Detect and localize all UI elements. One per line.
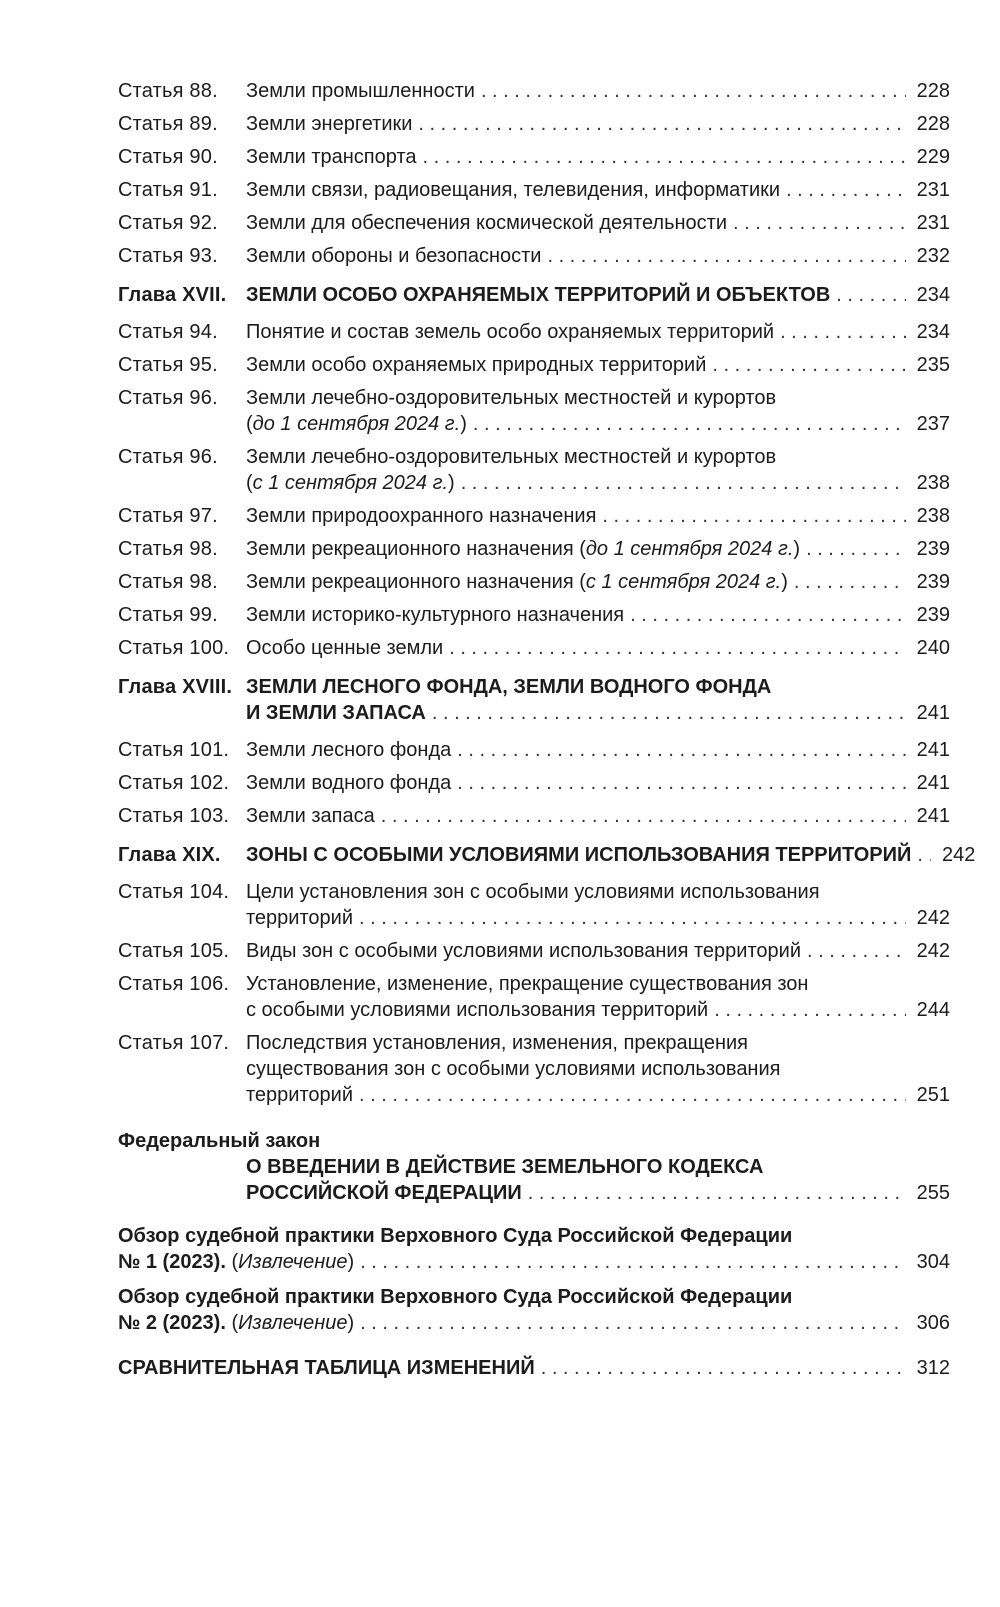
- entry-label: Статья 97.: [118, 505, 218, 527]
- entry-label: Статья 98.: [118, 538, 218, 560]
- entry-title: Земли промышленности: [246, 80, 475, 102]
- entry-label: Статья 89.: [118, 113, 218, 135]
- entry-page: 237: [916, 413, 950, 435]
- review-number: № 1 (2023). (Извлечение): [118, 1251, 355, 1273]
- review-number: № 2 (2023). (Извлечение): [118, 1312, 355, 1334]
- entry-label: Статья 101.: [118, 739, 230, 761]
- dot-leader: [917, 842, 931, 868]
- dot-leader: [418, 111, 906, 137]
- entry-label: Статья 94.: [118, 321, 218, 343]
- dot-leader: [780, 319, 906, 345]
- comparison-title: СРАВНИТЕЛЬНАЯ ТАБЛИЦА ИЗМЕНЕНИЙ: [118, 1357, 535, 1379]
- toc-entry-article-103: [118, 803, 950, 829]
- toc-review-1: [118, 1223, 950, 1275]
- entry-page: 241: [916, 739, 950, 761]
- entry-page: 242: [942, 844, 976, 866]
- toc-entry-article-102: [118, 770, 950, 796]
- dot-leader: [528, 1180, 906, 1206]
- chapter-title-line: ЗЕМЛИ ЛЕСНОГО ФОНДА, ЗЕМЛИ ВОДНОГО ФОНДА: [246, 676, 772, 698]
- entry-title-line: Земли лечебно-оздоровительных местностей и курортов: [246, 446, 777, 468]
- entry-page: 231: [916, 212, 950, 234]
- entry-page: 240: [916, 637, 950, 659]
- toc-entry-article-97: [118, 503, 950, 529]
- toc-entry-article-94: [118, 319, 950, 345]
- toc-review-2: [118, 1284, 950, 1336]
- chapter-label: Глава XIX.: [118, 844, 221, 866]
- entry-title-line: Установление, изменение, прекращение существования зон: [246, 973, 809, 995]
- toc-entry-article-96-before: [118, 385, 950, 437]
- toc-entry-article-91: [118, 177, 950, 203]
- entry-label: Статья 102.: [118, 772, 230, 794]
- toc-entry-article-88: [118, 78, 950, 104]
- toc-entry-article-96-after: [118, 444, 950, 496]
- toc-entry-article-99: [118, 602, 950, 628]
- entry-title: Земли транспорта: [246, 146, 417, 168]
- toc-entry-article-92: [118, 210, 950, 236]
- entry-page: 244: [916, 999, 950, 1021]
- toc-chapter-xvii: [118, 282, 950, 308]
- dot-leader: [794, 569, 906, 595]
- dot-leader: [457, 737, 906, 763]
- entry-page: 228: [916, 113, 950, 135]
- toc-entry-article-106: [118, 971, 950, 1023]
- dot-leader: [432, 700, 906, 726]
- review-title-line: Обзор судебной практики Верховного Суда Российской Федерации: [118, 1286, 793, 1308]
- table-of-contents: [118, 78, 976, 1381]
- chapter-label: Глава XVIII.: [118, 676, 233, 698]
- entry-title-line: территорий: [246, 907, 354, 929]
- federal-law-title-line: РОССИЙСКОЙ ФЕДЕРАЦИИ: [246, 1182, 522, 1204]
- toc-entry-article-98-after: [118, 569, 950, 595]
- entry-page: 232: [916, 245, 950, 267]
- entry-page: 231: [916, 179, 950, 201]
- entry-title-date: (до 1 сентября 2024 г.): [246, 413, 467, 435]
- entry-label: Статья 103.: [118, 805, 230, 827]
- chapter-title: ЗОНЫ С ОСОБЫМИ УСЛОВИЯМИ ИСПОЛЬЗОВАНИЯ ТЕРРИТОРИЙ: [246, 844, 912, 866]
- entry-label: Статья 96.: [118, 387, 218, 409]
- dot-leader: [806, 536, 906, 562]
- entry-title: Земли рекреационного назначения (до 1 сентября 2024 г.): [246, 538, 801, 560]
- dot-leader: [359, 905, 906, 931]
- entry-page: 241: [916, 702, 950, 724]
- entry-page: 234: [916, 321, 950, 343]
- entry-page: 304: [916, 1251, 950, 1273]
- chapter-title-line: И ЗЕМЛИ ЗАПАСА: [246, 702, 426, 724]
- entry-title-line: Последствия установления, изменения, прекращения: [246, 1032, 749, 1054]
- dot-leader: [807, 938, 906, 964]
- dot-leader: [360, 1310, 906, 1336]
- entry-page: 235: [916, 354, 950, 376]
- toc-entry-article-100: [118, 635, 950, 661]
- toc-entry-article-98-before: [118, 536, 950, 562]
- federal-law-title-line: О ВВЕДЕНИИ В ДЕЙСТВИЕ ЗЕМЕЛЬНОГО КОДЕКСА: [246, 1156, 764, 1178]
- dot-leader: [449, 635, 906, 661]
- entry-title: Земли лесного фонда: [246, 739, 452, 761]
- entry-label: Статья 106.: [118, 973, 230, 995]
- entry-title: Земли связи, радиовещания, телевидения, информатики: [246, 179, 781, 201]
- entry-title: Земли обороны и безопасности: [246, 245, 542, 267]
- toc-entry-article-107: [118, 1030, 950, 1108]
- entry-title: Земли природоохранного назначения: [246, 505, 597, 527]
- dot-leader: [630, 602, 906, 628]
- dot-leader: [836, 282, 906, 308]
- entry-page: 239: [916, 604, 950, 626]
- dot-leader: [461, 470, 906, 496]
- toc-entry-article-95: [118, 352, 950, 378]
- entry-page: 306: [916, 1312, 950, 1334]
- dot-leader: [359, 1082, 906, 1108]
- entry-page: 238: [916, 472, 950, 494]
- dot-leader: [457, 770, 906, 796]
- dot-leader: [786, 177, 906, 203]
- entry-label: Статья 98.: [118, 571, 218, 593]
- entry-title: Земли рекреационного назначения (с 1 сентября 2024 г.): [246, 571, 788, 593]
- entry-label: Статья 95.: [118, 354, 218, 376]
- entry-title: Земли историко-культурного назначения: [246, 604, 625, 626]
- entry-page: 251: [916, 1084, 950, 1106]
- entry-label: Статья 99.: [118, 604, 218, 626]
- chapter-title: ЗЕМЛИ ОСОБО ОХРАНЯЕМЫХ ТЕРРИТОРИЙ И ОБЪЕКТОВ: [246, 284, 831, 306]
- toc-entry-article-101: [118, 737, 950, 763]
- entry-label: Статья 107.: [118, 1032, 230, 1054]
- federal-law-heading: Федеральный закон: [118, 1130, 321, 1152]
- entry-title-line: территорий: [246, 1084, 354, 1106]
- entry-title: Понятие и состав земель особо охраняемых территорий: [246, 321, 775, 343]
- dot-leader: [423, 144, 907, 170]
- toc-comparison-table: [118, 1355, 950, 1381]
- entry-page: 241: [916, 772, 950, 794]
- toc-federal-law: [118, 1128, 950, 1206]
- dot-leader: [473, 411, 906, 437]
- toc-chapter-xix: [118, 842, 976, 868]
- entry-title: Земли для обеспечения космической деятельности: [246, 212, 727, 234]
- entry-label: Статья 88.: [118, 80, 218, 102]
- review-title-line: Обзор судебной практики Верховного Суда Российской Федерации: [118, 1225, 793, 1247]
- toc-entry-article-90: [118, 144, 950, 170]
- entry-label: Статья 91.: [118, 179, 218, 201]
- dot-leader: [547, 243, 906, 269]
- entry-title: Земли особо охраняемых природных территорий: [246, 354, 707, 376]
- entry-title: Земли запаса: [246, 805, 375, 827]
- entry-label: Статья 104.: [118, 881, 230, 903]
- entry-title: Особо ценные земли: [246, 637, 444, 659]
- entry-label: Статья 105.: [118, 940, 230, 962]
- dot-leader: [360, 1249, 906, 1275]
- entry-page: 229: [916, 146, 950, 168]
- entry-page: 255: [916, 1182, 950, 1204]
- entry-page: 238: [916, 505, 950, 527]
- dot-leader: [733, 210, 906, 236]
- entry-title-line: существования зон с особыми условиями использования: [246, 1058, 781, 1080]
- entry-page: 239: [916, 538, 950, 560]
- entry-title-line: Земли лечебно-оздоровительных местностей и курортов: [246, 387, 777, 409]
- entry-title: Земли энергетики: [246, 113, 413, 135]
- entry-page: 242: [916, 940, 950, 962]
- entry-title: Виды зон с особыми условиями использования территорий: [246, 940, 801, 962]
- entry-label: Статья 93.: [118, 245, 218, 267]
- entry-page: 242: [916, 907, 950, 929]
- dot-leader: [381, 803, 906, 829]
- toc-entry-article-89: [118, 111, 950, 137]
- entry-page: 234: [916, 284, 950, 306]
- dot-leader: [712, 352, 906, 378]
- entry-label: Статья 100.: [118, 637, 230, 659]
- toc-chapter-xviii: [118, 674, 950, 726]
- toc-entry-article-93: [118, 243, 950, 269]
- entry-label: Статья 96.: [118, 446, 218, 468]
- federal-law-title: [118, 1154, 950, 1206]
- entry-page: 239: [916, 571, 950, 593]
- entry-page: 241: [916, 805, 950, 827]
- entry-label: Статья 90.: [118, 146, 218, 168]
- entry-title-line: с особыми условиями использования территорий: [246, 999, 709, 1021]
- dot-leader: [541, 1355, 906, 1381]
- dot-leader: [714, 997, 906, 1023]
- entry-title-line: Цели установления зон с особыми условиями использования: [246, 881, 820, 903]
- chapter-label: Глава XVII.: [118, 284, 227, 306]
- dot-leader: [602, 503, 906, 529]
- toc-entry-article-104: [118, 879, 950, 931]
- entry-page: 228: [916, 80, 950, 102]
- entry-label: Статья 92.: [118, 212, 218, 234]
- toc-entry-article-105: [118, 938, 950, 964]
- entry-title-date: (с 1 сентября 2024 г.): [246, 472, 455, 494]
- entry-page: 312: [916, 1357, 950, 1379]
- dot-leader: [481, 78, 906, 104]
- entry-title: Земли водного фонда: [246, 772, 452, 794]
